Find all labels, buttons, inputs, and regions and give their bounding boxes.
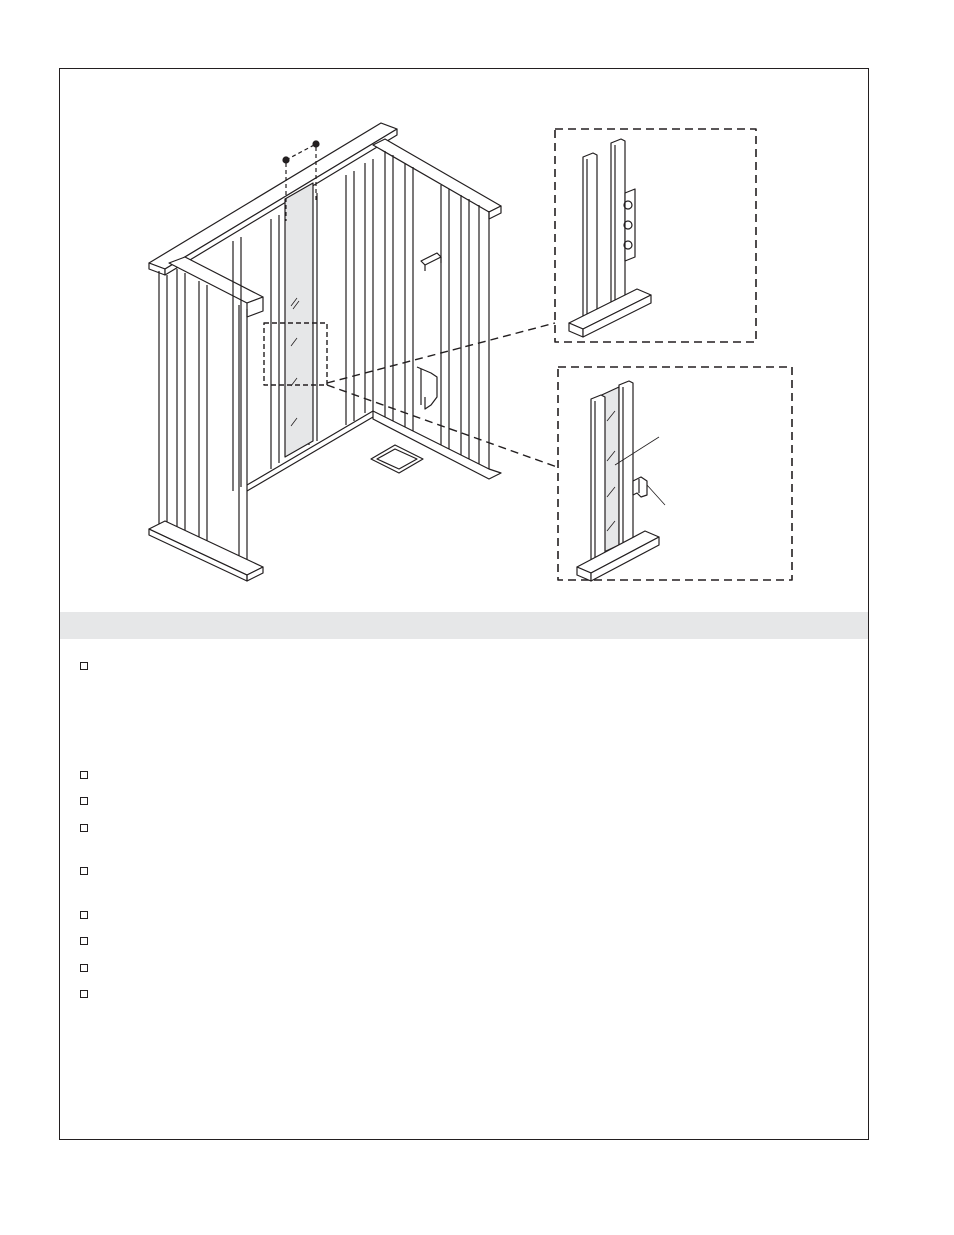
checkbox-7[interactable] — [80, 937, 88, 945]
checkbox-9[interactable] — [80, 990, 88, 998]
checkbox-8[interactable] — [80, 964, 88, 972]
detail-view-1 — [555, 129, 756, 342]
detail-view-2 — [558, 367, 792, 581]
checkbox-3[interactable] — [80, 797, 88, 805]
checkbox-5[interactable] — [80, 867, 88, 875]
checkbox-4[interactable] — [80, 824, 88, 832]
checkbox-2[interactable] — [80, 771, 88, 779]
checkbox-6[interactable] — [80, 911, 88, 919]
section-heading-band — [60, 612, 868, 639]
valve-bracket-drawing — [417, 253, 441, 409]
checkbox-1[interactable] — [80, 662, 88, 670]
instruction-panel — [59, 68, 869, 1140]
framing-illustration — [60, 69, 868, 612]
wall-framing-drawing — [149, 123, 557, 581]
